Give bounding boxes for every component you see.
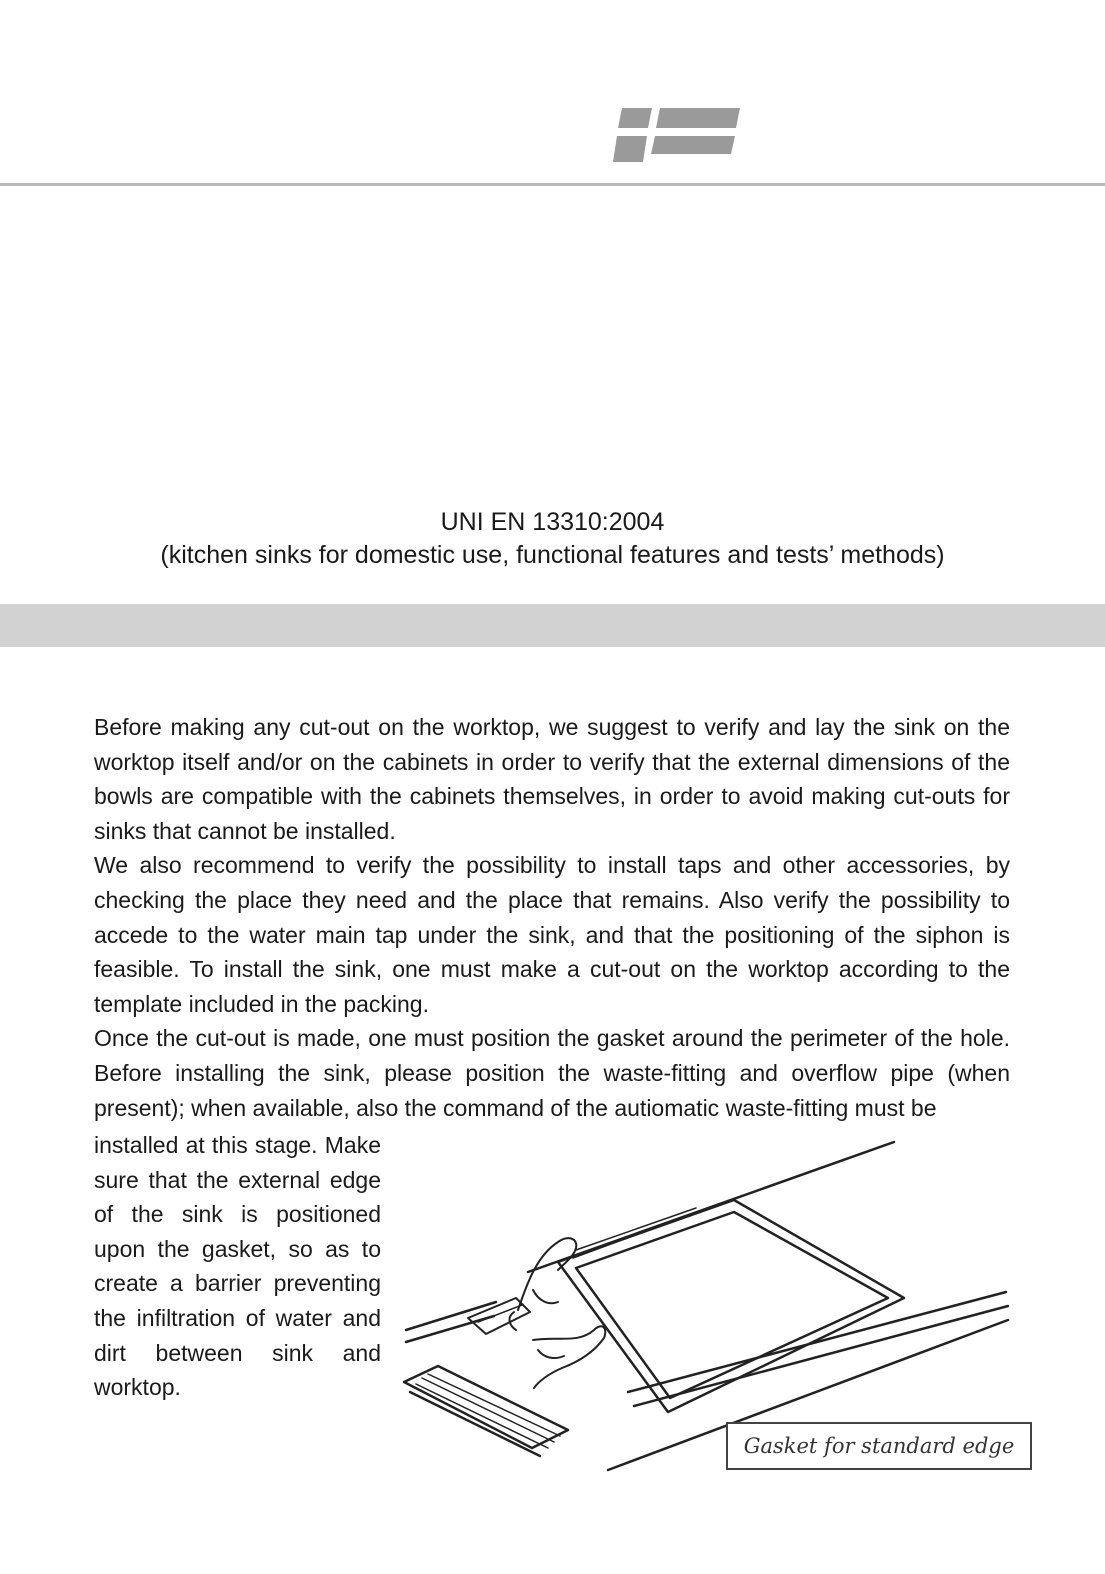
paragraph-continuation: installed at this stage. Make sure that the external edge of the sink is positioned upon the gasket, so as to create a barrier preventing the infiltration of water and dirt between sink and worktop. bbox=[94, 1132, 381, 1401]
header-divider bbox=[0, 183, 1105, 186]
paragraph-recommend: We also recommend to verify the possibility to install taps and other accessories, by checking the place they need and the place that remains. Also verify the possibility to accede to the water main tap under the sink, and that the positioning of the siphon is feasible. To install the sink, one must make a cut-out on the worktop according to the template included in the packing. bbox=[94, 852, 1010, 1017]
standard-description: (kitchen sinks for domestic use, functional features and tests’ methods) bbox=[160, 541, 945, 569]
standard-heading bbox=[0, 506, 1105, 572]
figure-caption: Gasket for standard edge bbox=[726, 1422, 1032, 1470]
brand-logo-icon bbox=[612, 106, 742, 166]
paragraph-verify: Before making any cut-out on the worktop, we suggest to verify and lay the sink on the worktop itself and/or on the cabinets in order to verify that the external dimensions of the bowls are compatible with the cabinets themselves, in order to avoid making cut-outs for sinks that cannot be installed. bbox=[94, 714, 1010, 844]
instructions-continuation bbox=[94, 1128, 381, 1405]
paragraph-gasket: Once the cut-out is made, one must position the gasket around the perimeter of the hole. Before installing the sink, please position the waste-fitting and overflow pipe (when present); when available, also the command of the autiomatic waste-fitting must be bbox=[94, 1025, 1010, 1121]
instructions-text bbox=[94, 710, 1010, 1125]
standard-code: UNI EN 13310:2004 bbox=[440, 508, 665, 536]
section-band bbox=[0, 604, 1105, 647]
